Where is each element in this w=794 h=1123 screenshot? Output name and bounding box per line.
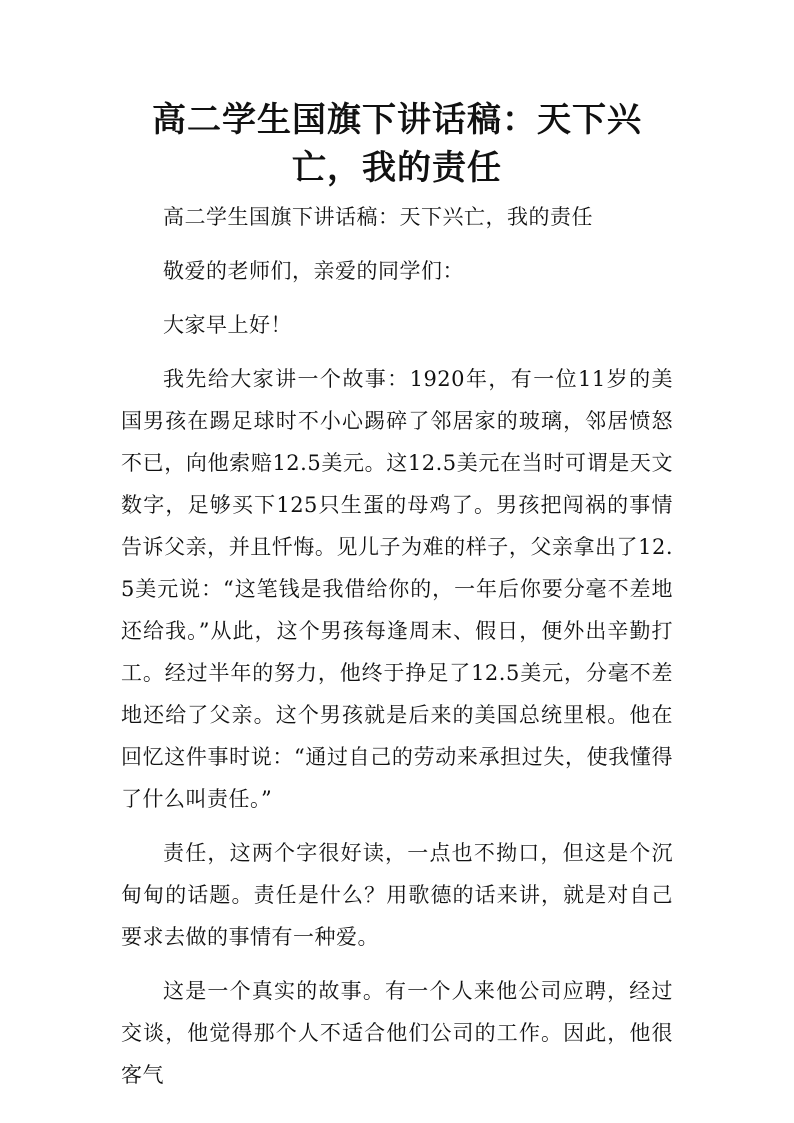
paragraph-greeting: 大家早上好！ (163, 313, 292, 337)
paragraph-true-story: 这是一个真实的故事。有一个人来他公司应聘，经过交谈，他觉得那个人不适合他们公司的工作。因此，他很客气 (121, 979, 673, 1087)
paragraph-salutation: 敬爱的老师们，亲爱的同学们： (163, 259, 464, 283)
paragraph-responsibility: 责任，这两个字很好读，一点也不拗口，但这是个沉甸甸的话题。责任是什么？用歌德的话来讲，就是对自己要求去做的事情有一种爱。 (121, 841, 673, 949)
document-title: 高二学生国旗下讲话稿：天下兴亡，我的责任 (152, 100, 642, 188)
paragraph-story: 我先给大家讲一个故事：1920年，有一位11岁的美国男孩在踢足球时不小心踢碎了邻居家的玻璃，邻居愤怒不已，向他索赔12.5美元。这12.5美元在当时可谓是天文数字，足够买下125只生蛋的母鸡了。男孩把闯祸的事情告诉父亲，并且忏悔。见儿子为难的样子，父亲拿出了12.5美元说：“这笔钱是我借给你的，一年后你要分毫不差地还给我。”从此，这个男孩每逢周末、假日，便外出辛勤打工。经过半年的努力，他终于挣足了12.5美元，分毫不差地还给了父亲。这个男孩就是后来的美国总统里根。他在回忆这件事时说：“通过自己的劳动来承担过失，使我懂得了什么叫责任。” (121, 367, 673, 811)
document-body (121, 196, 673, 1108)
paragraph-subtitle: 高二学生国旗下讲话稿：天下兴亡，我的责任 (163, 205, 593, 229)
